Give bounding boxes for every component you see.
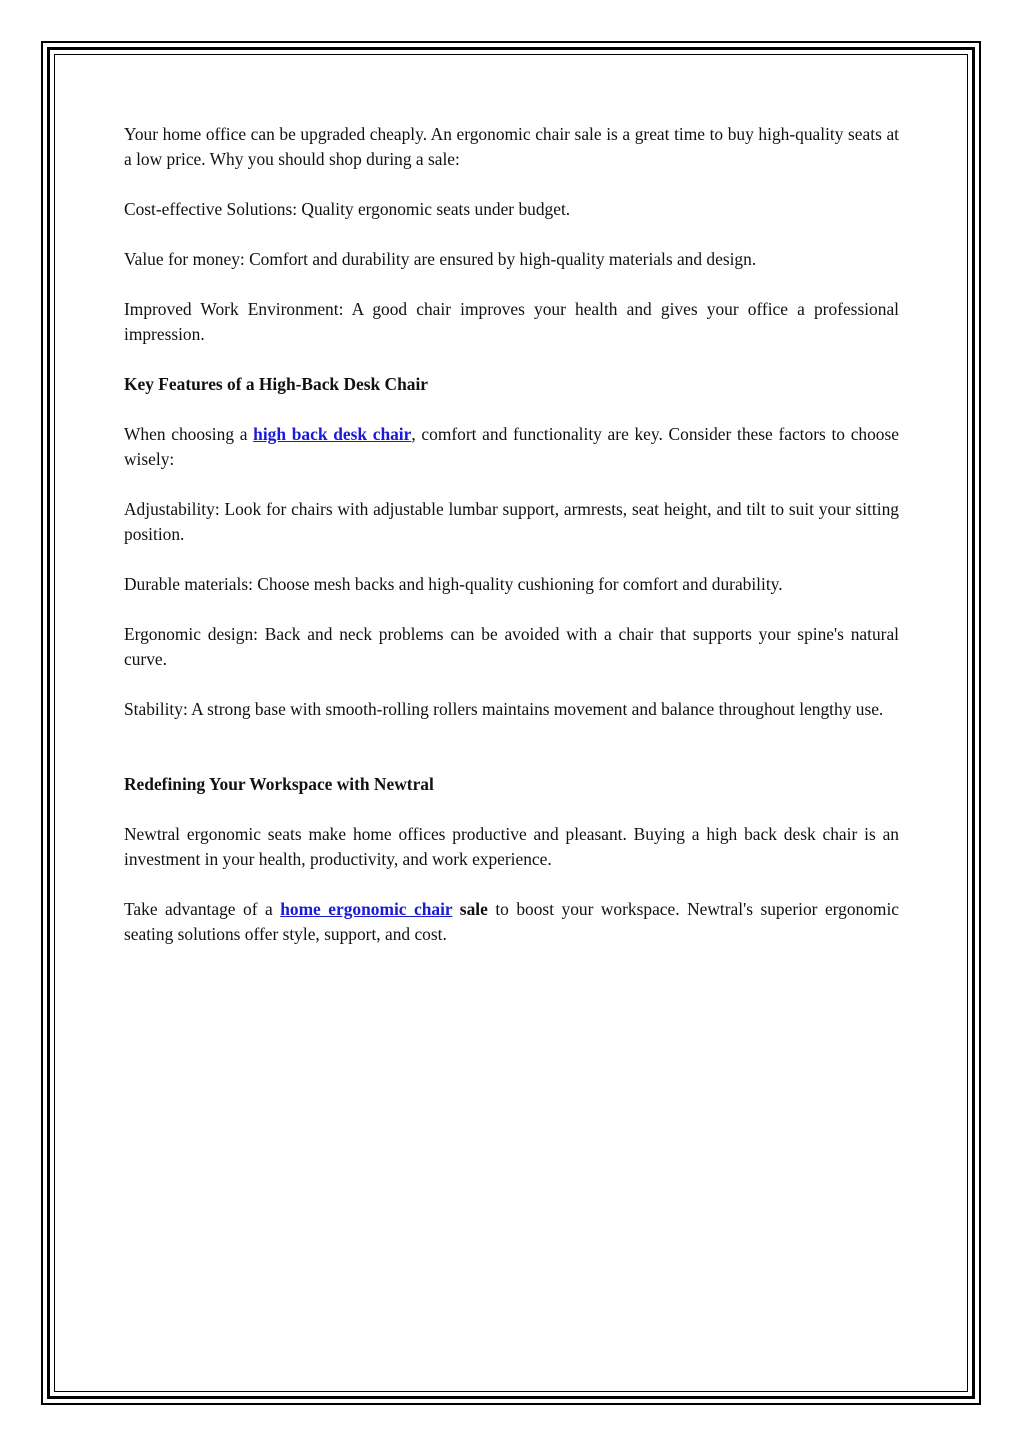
paragraph-take-advantage	[124, 897, 899, 947]
high-back-desk-chair-link[interactable]: high back desk chair	[253, 424, 412, 444]
paragraph-adjustability: Adjustability: Look for chairs with adjustable lumbar support, armrests, seat height, and tilt to suit your sitting position.	[124, 499, 899, 544]
paragraph-choosing-before: When choosing a	[124, 424, 254, 444]
heading-redefining-workspace: Redefining Your Workspace with Newtral	[124, 774, 434, 794]
home-ergonomic-chair-link[interactable]: home ergonomic chair	[280, 899, 453, 919]
paragraph-take-advantage-after: to boost your workspace. Newtral's superior ergonomic seating solutions offer style, support, and cost.	[124, 899, 900, 944]
paragraph-intro: Your home office can be upgraded cheaply. An ergonomic chair sale is a great time to buy high-quality seats at a low price. Why you should shop during a sale:	[124, 124, 899, 169]
paragraph-stability: Stability: A strong base with smooth-rolling rollers maintains movement and balance throughout lengthy use.	[124, 699, 884, 719]
sale-bold-text: sale	[452, 899, 488, 919]
paragraph-work-environment: Improved Work Environment: A good chair improves your health and gives your office a professional impression.	[124, 299, 899, 344]
heading-key-features: Key Features of a High-Back Desk Chair	[124, 374, 428, 394]
paragraph-cost-effective: Cost-effective Solutions: Quality ergonomic seats under budget.	[124, 199, 571, 219]
paragraph-choosing	[124, 422, 899, 472]
paragraph-value-for-money: Value for money: Comfort and durability are ensured by high-quality materials and design.	[124, 249, 757, 269]
paragraph-choosing-after: , comfort and functionality are key. Consider these factors to choose wisely:	[124, 424, 899, 469]
paragraph-durable-materials: Durable materials: Choose mesh backs and high-quality cushioning for comfort and durability.	[124, 574, 783, 594]
paragraph-ergonomic-design: Ergonomic design: Back and neck problems can be avoided with a chair that supports your spine's natural curve.	[124, 624, 899, 669]
paragraph-take-advantage-before: Take advantage of a	[124, 899, 281, 919]
paragraph-newtral: Newtral ergonomic seats make home offices productive and pleasant. Buying a high back desk chair is an investment in your health, productivity, and work experience.	[124, 824, 899, 869]
document-body	[124, 122, 899, 972]
